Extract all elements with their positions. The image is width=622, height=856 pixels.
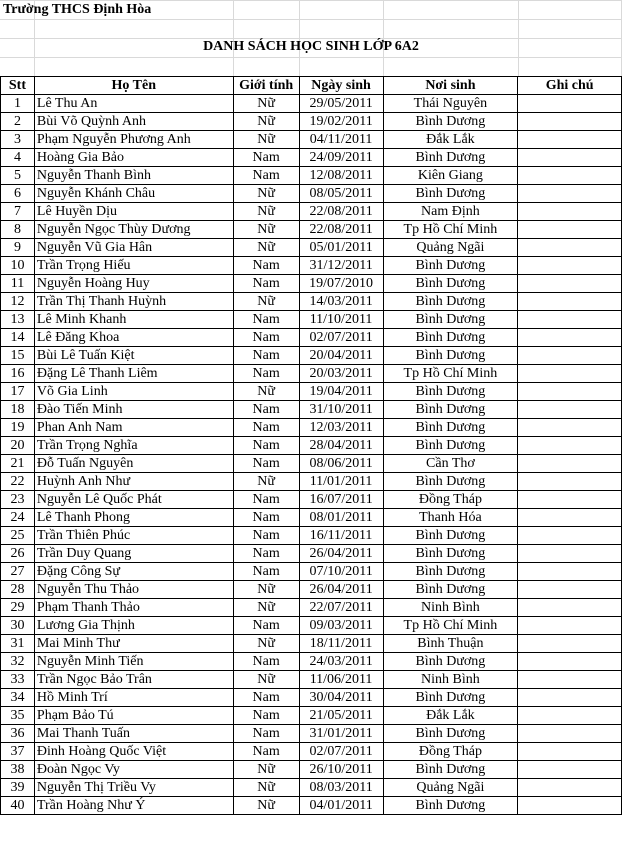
cell-name[interactable]: Trần Thị Thanh Huỳnh (34, 293, 233, 311)
table-row (1, 221, 622, 239)
grid-line (383, 0, 384, 76)
header-sex[interactable]: Giới tính (233, 77, 299, 95)
cell-pob[interactable]: Bình Dương (383, 437, 518, 455)
cell-dob[interactable]: 19/07/2010 (299, 275, 383, 293)
table-row (1, 527, 622, 545)
cell-pob[interactable]: Bình Dương (383, 329, 518, 347)
cell-note[interactable] (518, 761, 622, 779)
cell-dob[interactable]: 08/05/2011 (299, 185, 383, 203)
cell-pob[interactable]: Bình Dương (383, 473, 518, 491)
cell-sex[interactable]: Nữ (233, 221, 299, 239)
cell-stt[interactable]: 26 (1, 545, 35, 563)
cell-stt[interactable]: 11 (1, 275, 35, 293)
table-row (1, 293, 622, 311)
cell-pob[interactable]: Bình Dương (383, 797, 518, 815)
cell-name[interactable]: Nguyễn Ngọc Thùy Dương (34, 221, 233, 239)
cell-sex[interactable]: Nữ (233, 203, 299, 221)
cell-pob[interactable]: Đồng Tháp (383, 743, 518, 761)
cell-pob[interactable]: Bình Dương (383, 383, 518, 401)
cell-dob[interactable]: 09/03/2011 (299, 617, 383, 635)
cell-note[interactable] (518, 509, 622, 527)
cell-dob[interactable]: 08/01/2011 (299, 509, 383, 527)
cell-stt[interactable]: 5 (1, 167, 35, 185)
cell-dob[interactable]: 28/04/2011 (299, 437, 383, 455)
table-row (1, 437, 622, 455)
cell-pob[interactable]: Thanh Hóa (383, 509, 518, 527)
cell-pob[interactable]: Cần Thơ (383, 455, 518, 473)
cell-stt[interactable]: 6 (1, 185, 35, 203)
table-row (1, 779, 622, 797)
cell-stt[interactable]: 28 (1, 581, 35, 599)
cell-dob[interactable]: 21/05/2011 (299, 707, 383, 725)
cell-pob[interactable]: Bình Dương (383, 149, 518, 167)
cell-name[interactable]: Trần Thiên Phúc (34, 527, 233, 545)
table-row (1, 365, 622, 383)
cell-pob[interactable]: Quảng Ngãi (383, 779, 518, 797)
cell-sex[interactable]: Nữ (233, 293, 299, 311)
cell-name[interactable]: Đặng Lê Thanh Liêm (34, 365, 233, 383)
cell-sex[interactable]: Nữ (233, 131, 299, 149)
cell-sex[interactable]: Nam (233, 743, 299, 761)
table-row (1, 617, 622, 635)
cell-name[interactable]: Đỗ Tuấn Nguyên (34, 455, 233, 473)
table-row (1, 167, 622, 185)
cell-note[interactable] (518, 275, 622, 293)
table-row (1, 599, 622, 617)
cell-sex[interactable]: Nam (233, 437, 299, 455)
school-name: Trường THCS Định Hòa (3, 2, 152, 17)
table-row (1, 653, 622, 671)
cell-sex[interactable]: Nam (233, 563, 299, 581)
cell-pob[interactable]: Bình Dương (383, 401, 518, 419)
cell-pob[interactable]: Tp Hồ Chí Minh (383, 617, 518, 635)
cell-stt[interactable]: 22 (1, 473, 35, 491)
cell-pob[interactable]: Quảng Ngãi (383, 239, 518, 257)
cell-note[interactable] (518, 617, 622, 635)
cell-stt[interactable]: 39 (1, 779, 35, 797)
cell-name[interactable]: Nguyễn Thu Thảo (34, 581, 233, 599)
cell-dob[interactable]: 31/10/2011 (299, 401, 383, 419)
cell-pob[interactable]: Ninh Bình (383, 671, 518, 689)
cell-name[interactable]: Đặng Công Sự (34, 563, 233, 581)
cell-pob[interactable]: Kiên Giang (383, 167, 518, 185)
cell-sex[interactable]: Nữ (233, 113, 299, 131)
cell-note[interactable] (518, 113, 622, 131)
cell-note[interactable] (518, 365, 622, 383)
cell-pob[interactable]: Bình Dương (383, 275, 518, 293)
cell-pob[interactable]: Bình Dương (383, 257, 518, 275)
cell-name[interactable]: Trần Ngọc Bảo Trân (34, 671, 233, 689)
cell-dob[interactable]: 04/01/2011 (299, 797, 383, 815)
cell-dob[interactable]: 31/01/2011 (299, 725, 383, 743)
cell-note[interactable] (518, 653, 622, 671)
cell-sex[interactable]: Nữ (233, 671, 299, 689)
cell-sex[interactable]: Nữ (233, 779, 299, 797)
cell-stt[interactable]: 15 (1, 347, 35, 365)
cell-sex[interactable]: Nam (233, 257, 299, 275)
cell-pob[interactable]: Bình Dương (383, 185, 518, 203)
cell-stt[interactable]: 37 (1, 743, 35, 761)
cell-name[interactable]: Hồ Minh Trí (34, 689, 233, 707)
header-stt[interactable]: Stt (1, 77, 35, 95)
cell-sex[interactable]: Nữ (233, 239, 299, 257)
cell-name[interactable]: Lê Đăng Khoa (34, 329, 233, 347)
cell-pob[interactable]: Bình Dương (383, 113, 518, 131)
cell-stt[interactable]: 33 (1, 671, 35, 689)
table-row (1, 563, 622, 581)
cell-note[interactable] (518, 635, 622, 653)
cell-pob[interactable]: Bình Thuận (383, 635, 518, 653)
cell-stt[interactable]: 38 (1, 761, 35, 779)
cell-pob[interactable]: Bình Dương (383, 761, 518, 779)
cell-pob[interactable]: Bình Dương (383, 419, 518, 437)
cell-note[interactable] (518, 527, 622, 545)
cell-dob[interactable]: 26/04/2011 (299, 545, 383, 563)
cell-dob[interactable]: 30/04/2011 (299, 689, 383, 707)
cell-note[interactable] (518, 185, 622, 203)
cell-dob[interactable]: 24/03/2011 (299, 653, 383, 671)
cell-dob[interactable]: 16/11/2011 (299, 527, 383, 545)
cell-note[interactable] (518, 149, 622, 167)
cell-dob[interactable]: 26/04/2011 (299, 581, 383, 599)
table-row (1, 581, 622, 599)
cell-stt[interactable]: 18 (1, 401, 35, 419)
table-row (1, 509, 622, 527)
table-row (1, 473, 622, 491)
student-table (0, 76, 622, 815)
cell-sex[interactable]: Nữ (233, 635, 299, 653)
cell-sex[interactable]: Nữ (233, 185, 299, 203)
cell-stt[interactable]: 12 (1, 293, 35, 311)
cell-stt[interactable]: 8 (1, 221, 35, 239)
table-row (1, 311, 622, 329)
header-pob[interactable]: Nơi sinh (383, 77, 518, 95)
cell-name[interactable]: Đoàn Ngọc Vy (34, 761, 233, 779)
cell-sex[interactable]: Nam (233, 689, 299, 707)
cell-stt[interactable]: 23 (1, 491, 35, 509)
cell-name[interactable]: Trần Trọng Nghĩa (34, 437, 233, 455)
cell-stt[interactable]: 21 (1, 455, 35, 473)
cell-name[interactable]: Mai Thanh Tuấn (34, 725, 233, 743)
cell-note[interactable] (518, 743, 622, 761)
table-row (1, 95, 622, 113)
cell-stt[interactable]: 31 (1, 635, 35, 653)
cell-name[interactable]: Huỳnh Anh Như (34, 473, 233, 491)
cell-stt[interactable]: 24 (1, 509, 35, 527)
cell-stt[interactable]: 1 (1, 95, 35, 113)
cell-sex[interactable]: Nữ (233, 797, 299, 815)
cell-stt[interactable]: 27 (1, 563, 35, 581)
cell-note[interactable] (518, 203, 622, 221)
cell-note[interactable] (518, 725, 622, 743)
cell-stt[interactable]: 36 (1, 725, 35, 743)
cell-dob[interactable]: 14/03/2011 (299, 293, 383, 311)
cell-name[interactable]: Phan Anh Nam (34, 419, 233, 437)
grid-line (299, 0, 300, 76)
cell-stt[interactable]: 32 (1, 653, 35, 671)
table-row (1, 257, 622, 275)
cell-sex[interactable]: Nữ (233, 95, 299, 113)
table-row (1, 707, 622, 725)
cell-pob[interactable]: Bình Dương (383, 689, 518, 707)
cell-dob[interactable]: 04/11/2011 (299, 131, 383, 149)
cell-name[interactable]: Lương Gia Thịnh (34, 617, 233, 635)
table-row (1, 401, 622, 419)
cell-name[interactable]: Nguyễn Minh Tiến (34, 653, 233, 671)
cell-dob[interactable]: 07/10/2011 (299, 563, 383, 581)
table-row (1, 743, 622, 761)
cell-name[interactable]: Hoàng Gia Bảo (34, 149, 233, 167)
table-row (1, 491, 622, 509)
cell-dob[interactable]: 11/06/2011 (299, 671, 383, 689)
cell-sex[interactable]: Nữ (233, 383, 299, 401)
cell-dob[interactable]: 11/01/2011 (299, 473, 383, 491)
cell-name[interactable]: Lê Thu An (34, 95, 233, 113)
cell-note[interactable] (518, 707, 622, 725)
cell-pob[interactable]: Nam Định (383, 203, 518, 221)
cell-stt[interactable]: 13 (1, 311, 35, 329)
table-row (1, 383, 622, 401)
cell-pob[interactable]: Bình Dương (383, 545, 518, 563)
cell-name[interactable]: Bùi Võ Quỳnh Anh (34, 113, 233, 131)
cell-note[interactable] (518, 581, 622, 599)
cell-name[interactable]: Nguyễn Khánh Châu (34, 185, 233, 203)
cell-dob[interactable]: 19/04/2011 (299, 383, 383, 401)
cell-sex[interactable]: Nam (233, 527, 299, 545)
cell-note[interactable] (518, 293, 622, 311)
cell-pob[interactable]: Bình Dương (383, 293, 518, 311)
cell-note[interactable] (518, 257, 622, 275)
cell-dob[interactable]: 22/07/2011 (299, 599, 383, 617)
cell-note[interactable] (518, 221, 622, 239)
cell-pob[interactable]: Bình Dương (383, 725, 518, 743)
cell-stt[interactable]: 7 (1, 203, 35, 221)
cell-note[interactable] (518, 401, 622, 419)
cell-sex[interactable]: Nam (233, 725, 299, 743)
table-row (1, 347, 622, 365)
cell-dob[interactable]: 22/08/2011 (299, 221, 383, 239)
grid-line (0, 57, 622, 58)
cell-dob[interactable]: 24/09/2011 (299, 149, 383, 167)
cell-name[interactable]: Nguyễn Thị Triều Vy (34, 779, 233, 797)
table-row (1, 275, 622, 293)
cell-sex[interactable]: Nam (233, 275, 299, 293)
cell-sex[interactable]: Nam (233, 455, 299, 473)
cell-sex[interactable]: Nam (233, 707, 299, 725)
cell-pob[interactable]: Ninh Bình (383, 599, 518, 617)
cell-name[interactable]: Lê Minh Khanh (34, 311, 233, 329)
table-row (1, 689, 622, 707)
grid-line (0, 19, 622, 20)
cell-dob[interactable]: 02/07/2011 (299, 329, 383, 347)
grid-line (233, 0, 234, 76)
header-name[interactable]: Họ Tên (34, 77, 233, 95)
table-row (1, 113, 622, 131)
cell-stt[interactable]: 3 (1, 131, 35, 149)
cell-sex[interactable]: Nam (233, 617, 299, 635)
table-header-row (1, 77, 622, 95)
cell-note[interactable] (518, 437, 622, 455)
cell-dob[interactable]: 05/01/2011 (299, 239, 383, 257)
cell-stt[interactable]: 10 (1, 257, 35, 275)
header-dob[interactable]: Ngày sinh (299, 77, 383, 95)
cell-note[interactable] (518, 797, 622, 815)
cell-sex[interactable]: Nam (233, 167, 299, 185)
cell-sex[interactable]: Nữ (233, 581, 299, 599)
cell-pob[interactable]: Bình Dương (383, 527, 518, 545)
cell-name[interactable]: Võ Gia Linh (34, 383, 233, 401)
cell-dob[interactable]: 08/03/2011 (299, 779, 383, 797)
cell-name[interactable]: Lê Thanh Phong (34, 509, 233, 527)
cell-note[interactable] (518, 329, 622, 347)
cell-dob[interactable]: 20/03/2011 (299, 365, 383, 383)
table-row (1, 797, 622, 815)
table-row (1, 419, 622, 437)
cell-name[interactable]: Mai Minh Thư (34, 635, 233, 653)
cell-stt[interactable]: 34 (1, 689, 35, 707)
cell-dob[interactable]: 12/03/2011 (299, 419, 383, 437)
table-row (1, 671, 622, 689)
cell-sex[interactable]: Nam (233, 365, 299, 383)
cell-sex[interactable]: Nữ (233, 761, 299, 779)
cell-stt[interactable]: 4 (1, 149, 35, 167)
table-row (1, 455, 622, 473)
cell-name[interactable]: Nguyễn Hoàng Huy (34, 275, 233, 293)
cell-stt[interactable]: 2 (1, 113, 35, 131)
cell-name[interactable]: Đinh Hoàng Quốc Việt (34, 743, 233, 761)
cell-sex[interactable]: Nữ (233, 599, 299, 617)
cell-name[interactable]: Lê Huyền Dịu (34, 203, 233, 221)
cell-stt[interactable]: 19 (1, 419, 35, 437)
cell-dob[interactable]: 26/10/2011 (299, 761, 383, 779)
cell-name[interactable]: Trần Hoàng Như Ý (34, 797, 233, 815)
cell-sex[interactable]: Nam (233, 149, 299, 167)
table-row (1, 329, 622, 347)
cell-note[interactable] (518, 491, 622, 509)
cell-stt[interactable]: 16 (1, 365, 35, 383)
cell-stt[interactable]: 29 (1, 599, 35, 617)
cell-note[interactable] (518, 167, 622, 185)
cell-stt[interactable]: 25 (1, 527, 35, 545)
cell-pob[interactable]: Bình Dương (383, 347, 518, 365)
document-title: DANH SÁCH HỌC SINH LỚP 6A2 (203, 39, 419, 54)
table-row (1, 545, 622, 563)
cell-note[interactable] (518, 473, 622, 491)
cell-pob[interactable]: Bình Dương (383, 563, 518, 581)
cell-pob[interactable]: Bình Dương (383, 581, 518, 599)
table-row (1, 203, 622, 221)
cell-sex[interactable]: Nam (233, 545, 299, 563)
cell-pob[interactable]: Đắk Lắk (383, 131, 518, 149)
cell-dob[interactable]: 22/08/2011 (299, 203, 383, 221)
cell-pob[interactable]: Thái Nguyên (383, 95, 518, 113)
cell-stt[interactable]: 35 (1, 707, 35, 725)
cell-name[interactable]: Phạm Thanh Thảo (34, 599, 233, 617)
cell-note[interactable] (518, 455, 622, 473)
cell-sex[interactable]: Nam (233, 347, 299, 365)
cell-name[interactable]: Phạm Nguyễn Phương Anh (34, 131, 233, 149)
cell-note[interactable] (518, 131, 622, 149)
table-row (1, 761, 622, 779)
cell-sex[interactable]: Nam (233, 509, 299, 527)
cell-stt[interactable]: 30 (1, 617, 35, 635)
grid-line (518, 0, 519, 76)
cell-name[interactable]: Trần Trọng Hiếu (34, 257, 233, 275)
cell-dob[interactable]: 02/07/2011 (299, 743, 383, 761)
cell-note[interactable] (518, 545, 622, 563)
cell-dob[interactable]: 08/06/2011 (299, 455, 383, 473)
grid-line (0, 0, 622, 1)
cell-sex[interactable]: Nam (233, 311, 299, 329)
cell-stt[interactable]: 17 (1, 383, 35, 401)
cell-sex[interactable]: Nam (233, 419, 299, 437)
cell-note[interactable] (518, 419, 622, 437)
cell-sex[interactable]: Nam (233, 653, 299, 671)
cell-dob[interactable]: 11/10/2011 (299, 311, 383, 329)
cell-sex[interactable]: Nam (233, 491, 299, 509)
table-row (1, 635, 622, 653)
cell-note[interactable] (518, 779, 622, 797)
cell-stt[interactable]: 9 (1, 239, 35, 257)
cell-note[interactable] (518, 347, 622, 365)
cell-dob[interactable]: 19/02/2011 (299, 113, 383, 131)
cell-name[interactable]: Phạm Bảo Tú (34, 707, 233, 725)
cell-dob[interactable]: 29/05/2011 (299, 95, 383, 113)
cell-note[interactable] (518, 239, 622, 257)
cell-name[interactable]: Nguyễn Vũ Gia Hân (34, 239, 233, 257)
cell-note[interactable] (518, 383, 622, 401)
table-row (1, 185, 622, 203)
table-row (1, 131, 622, 149)
cell-dob[interactable]: 18/11/2011 (299, 635, 383, 653)
cell-note[interactable] (518, 563, 622, 581)
table-row (1, 149, 622, 167)
cell-name[interactable]: Trần Duy Quang (34, 545, 233, 563)
cell-dob[interactable]: 12/08/2011 (299, 167, 383, 185)
cell-note[interactable] (518, 599, 622, 617)
cell-note[interactable] (518, 95, 622, 113)
cell-pob[interactable]: Tp Hồ Chí Minh (383, 221, 518, 239)
cell-name[interactable]: Nguyễn Lê Quốc Phát (34, 491, 233, 509)
cell-dob[interactable]: 20/04/2011 (299, 347, 383, 365)
cell-pob[interactable]: Đắk Lắk (383, 707, 518, 725)
cell-pob[interactable]: Tp Hồ Chí Minh (383, 365, 518, 383)
cell-sex[interactable]: Nam (233, 401, 299, 419)
cell-note[interactable] (518, 311, 622, 329)
cell-name[interactable]: Đào Tiến Minh (34, 401, 233, 419)
cell-stt[interactable]: 40 (1, 797, 35, 815)
table-row (1, 239, 622, 257)
cell-name[interactable]: Nguyễn Thanh Bình (34, 167, 233, 185)
cell-sex[interactable]: Nữ (233, 473, 299, 491)
table-row (1, 725, 622, 743)
cell-stt[interactable]: 20 (1, 437, 35, 455)
cell-pob[interactable]: Bình Dương (383, 311, 518, 329)
cell-name[interactable]: Bùi Lê Tuấn Kiệt (34, 347, 233, 365)
cell-pob[interactable]: Đồng Tháp (383, 491, 518, 509)
cell-dob[interactable]: 16/07/2011 (299, 491, 383, 509)
cell-pob[interactable]: Bình Dương (383, 653, 518, 671)
cell-sex[interactable]: Nam (233, 329, 299, 347)
header-note[interactable]: Ghi chú (518, 77, 622, 95)
cell-stt[interactable]: 14 (1, 329, 35, 347)
cell-dob[interactable]: 31/12/2011 (299, 257, 383, 275)
cell-note[interactable] (518, 671, 622, 689)
cell-note[interactable] (518, 689, 622, 707)
